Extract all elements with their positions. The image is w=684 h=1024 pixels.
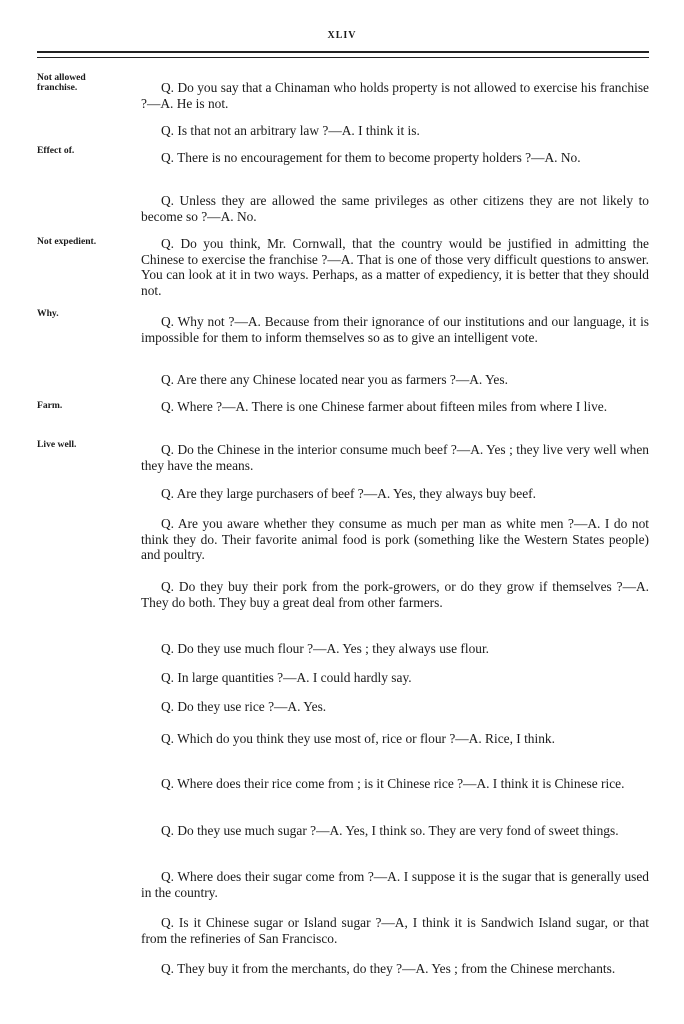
qa-paragraph: Q. Do the Chinese in the interior consume much beef ?—A. Yes ; they live very well when they have the means.	[141, 442, 649, 473]
margin-note: Why.	[37, 308, 59, 319]
qa-paragraph: Q. Do they buy their pork from the pork-growers, or do they grow if themselves ?—A. They do both. They buy a great deal from other farmers.	[141, 579, 649, 610]
page-number: XLIV	[327, 30, 357, 41]
qa-paragraph: Q. Which do you think they use most of, rice or flour ?—A. Rice, I think.	[161, 731, 555, 746]
margin-note: Not expedient.	[37, 236, 97, 247]
qa-paragraph: Q. Where ?—A. There is one Chinese farmer about fifteen miles from where I live.	[161, 399, 608, 414]
qa-paragraph: Q. Where does their sugar come from ?—A. I suppose it is the sugar that is generally used in the country.	[141, 869, 649, 900]
qa-paragraph: Q. Do they use much flour ?—A. Yes ; they always use flour.	[161, 641, 490, 656]
margin-note: Farm.	[37, 400, 63, 411]
qa-paragraph: Q. There is no encouragement for them to become property holders ?—A. No.	[161, 150, 581, 165]
qa-paragraph: Q. Why not ?—A. Because from their ignorance of our institutions and our language, it is impossible for them to inform themselves so as to give an intelligent vote.	[141, 314, 649, 345]
qa-paragraph: Q. Do they use much sugar ?—A. Yes, I think so. They are very fond of sweet things.	[161, 823, 619, 838]
qa-paragraph: Q. In large quantities ?—A. I could hardly say.	[161, 670, 412, 685]
qa-paragraph: Q. Are you aware whether they consume as much per man as white men ?—A. I do not think they do. Their favorite animal food is pork (something like the Western States people) and poultry.	[141, 516, 649, 563]
qa-paragraph: Q. Is that not an arbitrary law ?—A. I think it is.	[161, 123, 420, 138]
qa-paragraph: Q. Do they use rice ?—A. Yes.	[161, 699, 327, 714]
margin-note: Live well.	[37, 439, 77, 450]
qa-paragraph: Q. Do you say that a Chinaman who holds property is not allowed to exercise his franchise ?—A. He is not.	[141, 80, 649, 111]
header-rule-top	[37, 51, 649, 53]
qa-paragraph: Q. Do you think, Mr. Cornwall, that the country would be justified in admitting the Chinese to exercise the franchise ?—A. That is one of those very difficult questions to answer. You can look at it in two ways. Perhaps, as a matter of expediency, it is better that they should not.	[141, 236, 649, 298]
qa-paragraph: Q. Unless they are allowed the same privileges as other citizens they are not likely to become so ?—A. No.	[141, 193, 649, 224]
qa-paragraph: Q. Are they large purchasers of beef ?—A. Yes, they always buy beef.	[161, 486, 536, 501]
qa-paragraph: Q. Where does their rice come from ; is it Chinese rice ?—A. I think it is Chinese rice.	[161, 776, 625, 791]
qa-paragraph: Q. They buy it from the merchants, do they ?—A. Yes ; from the Chinese merchants.	[161, 961, 616, 976]
header-rule-bottom	[37, 57, 649, 58]
qa-paragraph: Q. Are there any Chinese located near you as farmers ?—A. Yes.	[161, 372, 508, 387]
margin-note: Effect of.	[37, 145, 75, 156]
qa-paragraph: Q. Is it Chinese sugar or Island sugar ?—A, I think it is Sandwich Island sugar, or that from the refineries of San Francisco.	[141, 915, 649, 946]
margin-note: Not allowed franchise.	[37, 72, 86, 93]
